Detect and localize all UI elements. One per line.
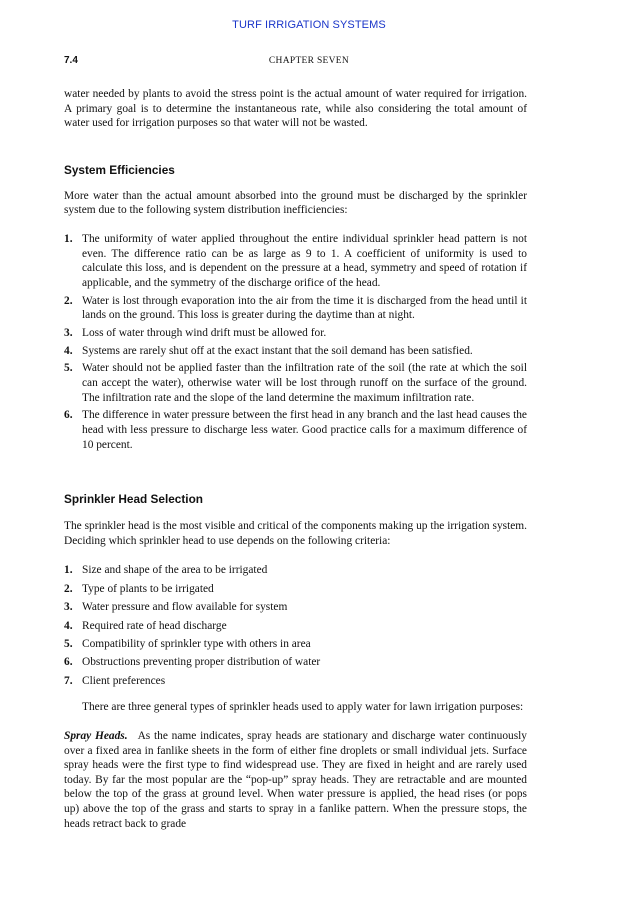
- list-item: [64, 232, 527, 290]
- section-heading-system-efficiencies: System Efficiencies: [64, 162, 175, 177]
- list-item: [64, 619, 527, 634]
- list-item: [64, 294, 527, 323]
- spray-heads-paragraph: [64, 729, 527, 831]
- list-item-text: Loss of water through wind drift must be allowed for.: [82, 326, 327, 339]
- list-item-number: 5.: [64, 637, 73, 650]
- list-item-number: 3.: [64, 326, 73, 339]
- spray-heads-lead: Spray Heads.: [64, 729, 128, 742]
- list-item-text: Compatibility of sprinkler type with others in area: [82, 637, 311, 650]
- list-item: [64, 326, 527, 341]
- running-title: TURF IRRIGATION SYSTEMS: [232, 19, 386, 31]
- list-item: [64, 344, 527, 359]
- list-item: [64, 637, 527, 652]
- list-item: [64, 408, 527, 452]
- list-item-number: 5.: [64, 362, 73, 375]
- list-item-text: Client preferences: [82, 674, 166, 687]
- list-item-number: 3.: [64, 601, 73, 614]
- list-item-number: 2.: [64, 294, 73, 307]
- sprinkler-types-intro: There are three general types of sprinkler heads used to apply water for lawn irrigation purposes:: [82, 701, 524, 714]
- list-item-number: 7.: [64, 674, 73, 687]
- sprinkler-selection-intro: The sprinkler head is the most visible and critical of the components making up the irrigation system. Deciding which sprinkler head to use depends on the following criteria:: [64, 520, 527, 547]
- spray-heads-text: As the name indicates, spray heads are stationary and discharge water continuously over a fixed area in fanlike sheets in the form of either fine droplets or small individual jets. Surface spray heads were the first type to find widespread use. They are fixed in height and are rarely used today. By far the most popular are the “pop-up” spray heads. They are retractable and are mounted below the top of the grass at ground level. When water pressure is applied, the head rises (or pops up) above the top of the grass and starts to spray in a fanlike pattern. When the pressure stops, the heads retract back to grade: [64, 729, 528, 830]
- list-item-text: Obstructions preventing proper distribution of water: [82, 656, 321, 669]
- chapter-label: CHAPTER SEVEN: [268, 56, 350, 66]
- list-item-text: Water should not be applied faster than the infiltration rate of the soil (the rate at which the soil can accept the water), otherwise water will be lost through runoff on the surface of the ground. The infiltration rate and the slope of the land determine the maximum infiltration rate.: [82, 362, 527, 404]
- list-item-number: 4.: [64, 344, 73, 357]
- list-item-text: Water is lost through evaporation into the air from the time it is discharged from the head until it lands on the ground. This loss is greater during the daytime than at night.: [82, 294, 527, 322]
- list-item: [64, 600, 527, 615]
- list-item-text: Size and shape of the area to be irrigated: [82, 564, 268, 577]
- list-item-number: 6.: [64, 409, 73, 422]
- page-number: 7.4: [64, 55, 78, 66]
- list-item-number: 4.: [64, 619, 73, 632]
- list-item-number: 1.: [64, 232, 73, 245]
- criteria-list: [64, 563, 527, 688]
- list-item: [64, 655, 527, 670]
- list-item-text: The uniformity of water applied throughout the entire individual sprinkler head pattern is not even. The difference ratio can be as large as 9 to 1. A coefficient of uniformity is used to calculate this loss, and is dependent on the pressure at a head, symmetry and speed of rotation if applicable, and the symmetry of the discharge orifice of the head.: [82, 232, 527, 289]
- list-item: [64, 361, 527, 405]
- list-item-text: Systems are rarely shut off at the exact instant that the soil demand has been satisfied.: [82, 344, 473, 357]
- list-item: [64, 674, 527, 689]
- inefficiencies-list: [64, 232, 527, 452]
- list-item-text: The difference in water pressure between the first head in any branch and the last head causes the head with less pressure to discharge less water. Good practice calls for a maximum difference of 10 percent.: [82, 409, 527, 451]
- list-item-number: 2.: [64, 582, 73, 595]
- list-item: [64, 563, 527, 578]
- list-item: [64, 582, 527, 597]
- list-item-text: Type of plants to be irrigated: [82, 582, 214, 595]
- system-efficiencies-intro: More water than the actual amount absorbed into the ground must be discharged by the sprinkler system due to the following system distribution inefficiencies:: [64, 189, 527, 217]
- list-item-number: 6.: [64, 656, 73, 669]
- list-item-text: Required rate of head discharge: [82, 619, 227, 632]
- intro-paragraph: water needed by plants to avoid the stress point is the actual amount of water required for irrigation. A primary goal is to determine the instantaneous rate, while also considering the total amount of water used for irrigation purposes so that water will not be wasted.: [64, 88, 527, 130]
- section-heading-sprinkler-head-selection: Sprinkler Head Selection: [64, 492, 203, 507]
- list-item-number: 1.: [64, 564, 73, 577]
- list-item-text: Water pressure and flow available for system: [82, 601, 288, 614]
- body-text: [64, 87, 527, 831]
